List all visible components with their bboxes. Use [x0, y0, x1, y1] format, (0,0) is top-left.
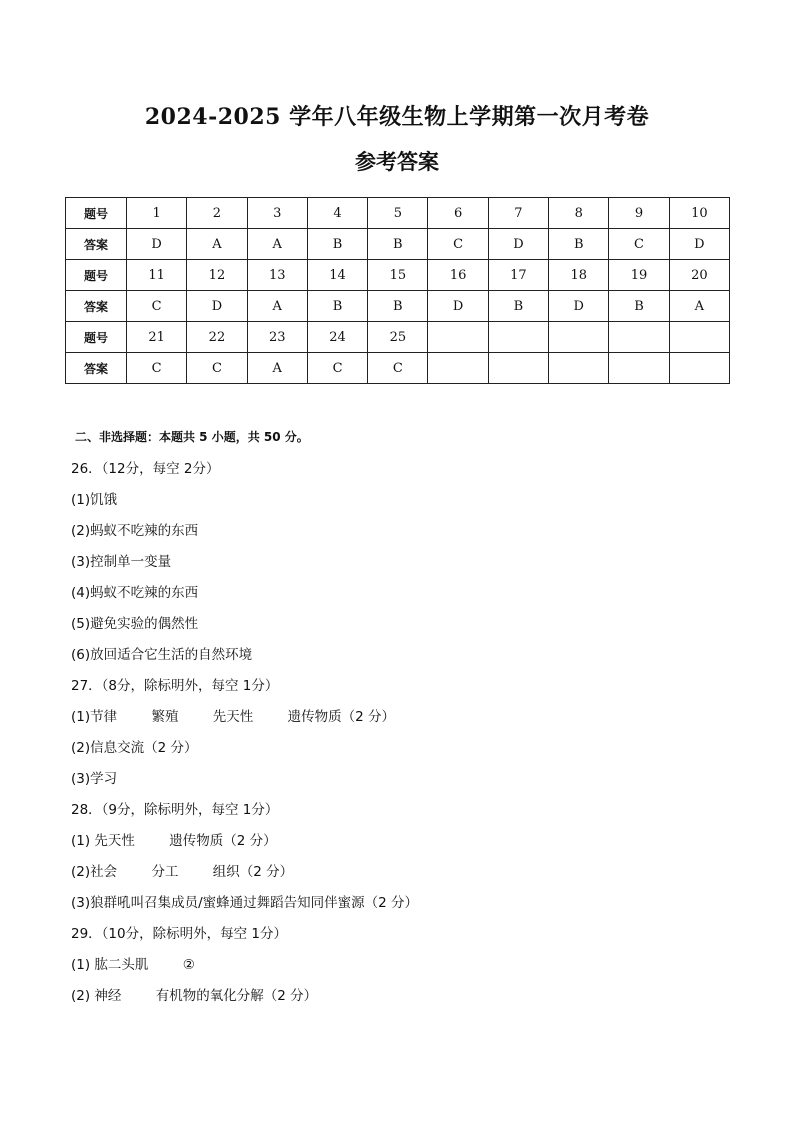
- answer-line: (3)控制单一变量: [71, 554, 172, 570]
- answer-row: [66, 229, 730, 260]
- answer-line: (1)饥饿: [71, 492, 118, 508]
- answer-cell: [428, 353, 488, 384]
- answer-row: [66, 291, 730, 322]
- answer-lines: [71, 459, 418, 1017]
- answer-cell: A: [247, 229, 307, 260]
- question-number-cell: [549, 322, 609, 353]
- answer-cell: D: [669, 229, 729, 260]
- answer-cell: B: [307, 229, 367, 260]
- answer-cell: A: [187, 229, 247, 260]
- question-number-cell: 14: [307, 260, 367, 291]
- question-number-cell: 2: [187, 198, 247, 229]
- answer-label: 答案: [66, 353, 127, 384]
- answer-line: (1) 先天性 遗传物质（2 分）: [71, 833, 277, 849]
- question-number-cell: 3: [247, 198, 307, 229]
- answer-cell: A: [247, 353, 307, 384]
- answer-cell: C: [187, 353, 247, 384]
- question-number-cell: 11: [127, 260, 187, 291]
- question-number-label: 题号: [66, 198, 127, 229]
- answer-cell: B: [488, 291, 548, 322]
- question-number-cell: 13: [247, 260, 307, 291]
- answer-cell: D: [187, 291, 247, 322]
- answer-line: (2)社会 分工 组织（2 分）: [71, 864, 294, 880]
- question-number-cell: 23: [247, 322, 307, 353]
- question-number-cell: 1: [127, 198, 187, 229]
- question-number-cell: [609, 322, 669, 353]
- answer-label: 答案: [66, 291, 127, 322]
- answer-cell: B: [368, 291, 428, 322]
- answer-line: 27．（8分，除标明外，每空 1分）: [71, 678, 279, 694]
- answer-cell: A: [669, 291, 729, 322]
- question-number-cell: 24: [307, 322, 367, 353]
- question-number-row: [66, 260, 730, 291]
- answer-line: (2) 神经 有机物的氧化分解（2 分）: [71, 988, 318, 1004]
- answer-cell: B: [307, 291, 367, 322]
- answer-cell: C: [609, 229, 669, 260]
- question-number-cell: [428, 322, 488, 353]
- answer-line: (1) 肱二头肌 ②: [71, 957, 195, 973]
- answer-cell: D: [428, 291, 488, 322]
- answer-line: (6)放回适合它生活的自然环境: [71, 647, 253, 663]
- answer-cell: B: [549, 229, 609, 260]
- question-number-cell: 12: [187, 260, 247, 291]
- question-number-cell: 15: [368, 260, 428, 291]
- answer-cell: C: [307, 353, 367, 384]
- question-number-cell: 5: [368, 198, 428, 229]
- answer-cell: C: [127, 353, 187, 384]
- question-number-label: 题号: [66, 260, 127, 291]
- answer-line: 28．（9分，除标明外，每空 1分）: [71, 802, 279, 818]
- answer-line: (2)蚂蚁不吃辣的东西: [71, 523, 199, 539]
- answer-cell: [609, 353, 669, 384]
- answer-cell: C: [127, 291, 187, 322]
- answer-cell: B: [368, 229, 428, 260]
- question-number-cell: 10: [669, 198, 729, 229]
- question-number-cell: [669, 322, 729, 353]
- answer-line: (1)节律 繁殖 先天性 遗传物质（2 分）: [71, 709, 395, 725]
- answer-cell: D: [488, 229, 548, 260]
- question-number-cell: 8: [549, 198, 609, 229]
- question-number-cell: 19: [609, 260, 669, 291]
- answer-cell: D: [127, 229, 187, 260]
- answer-line: (3)狼群吼叫召集成员/蜜蜂通过舞蹈告知同伴蜜源（2 分）: [71, 895, 419, 911]
- answer-cell: B: [609, 291, 669, 322]
- question-number-cell: 20: [669, 260, 729, 291]
- question-number-cell: 18: [549, 260, 609, 291]
- answer-cell: D: [549, 291, 609, 322]
- question-number-cell: 16: [428, 260, 488, 291]
- question-number-cell: 7: [488, 198, 548, 229]
- answer-row: [66, 353, 730, 384]
- answer-cell: C: [428, 229, 488, 260]
- question-number-cell: 17: [488, 260, 548, 291]
- answer-line: (3)学习: [71, 771, 118, 787]
- page-subtitle: 参考答案: [355, 149, 439, 174]
- answer-line: 29．（10分，除标明外，每空 1分）: [71, 926, 287, 942]
- question-number-cell: 21: [127, 322, 187, 353]
- page-title: 2024-2025 学年八年级生物上学期第一次月考卷: [144, 104, 650, 130]
- question-number-cell: 25: [368, 322, 428, 353]
- question-number-cell: 4: [307, 198, 367, 229]
- answer-line: 26．（12分，每空 2分）: [71, 461, 220, 477]
- question-number-cell: [488, 322, 548, 353]
- answer-cell: [669, 353, 729, 384]
- question-number-label: 题号: [66, 322, 127, 353]
- answer-cell: C: [368, 353, 428, 384]
- answer-label: 答案: [66, 229, 127, 260]
- question-number-cell: 22: [187, 322, 247, 353]
- answer-cell: A: [247, 291, 307, 322]
- question-number-row: [66, 322, 730, 353]
- answer-cell: [549, 353, 609, 384]
- answer-line: (5)避免实验的偶然性: [71, 616, 199, 632]
- answer-line: (2)信息交流（2 分）: [71, 740, 198, 756]
- answer-table: [65, 197, 730, 384]
- section-title: 二、非选择题：本题共 5 小题，共 50 分。: [75, 430, 309, 444]
- question-number-row: [66, 198, 730, 229]
- answer-cell: [488, 353, 548, 384]
- answer-line: (4)蚂蚁不吃辣的东西: [71, 585, 199, 601]
- question-number-cell: 9: [609, 198, 669, 229]
- question-number-cell: 6: [428, 198, 488, 229]
